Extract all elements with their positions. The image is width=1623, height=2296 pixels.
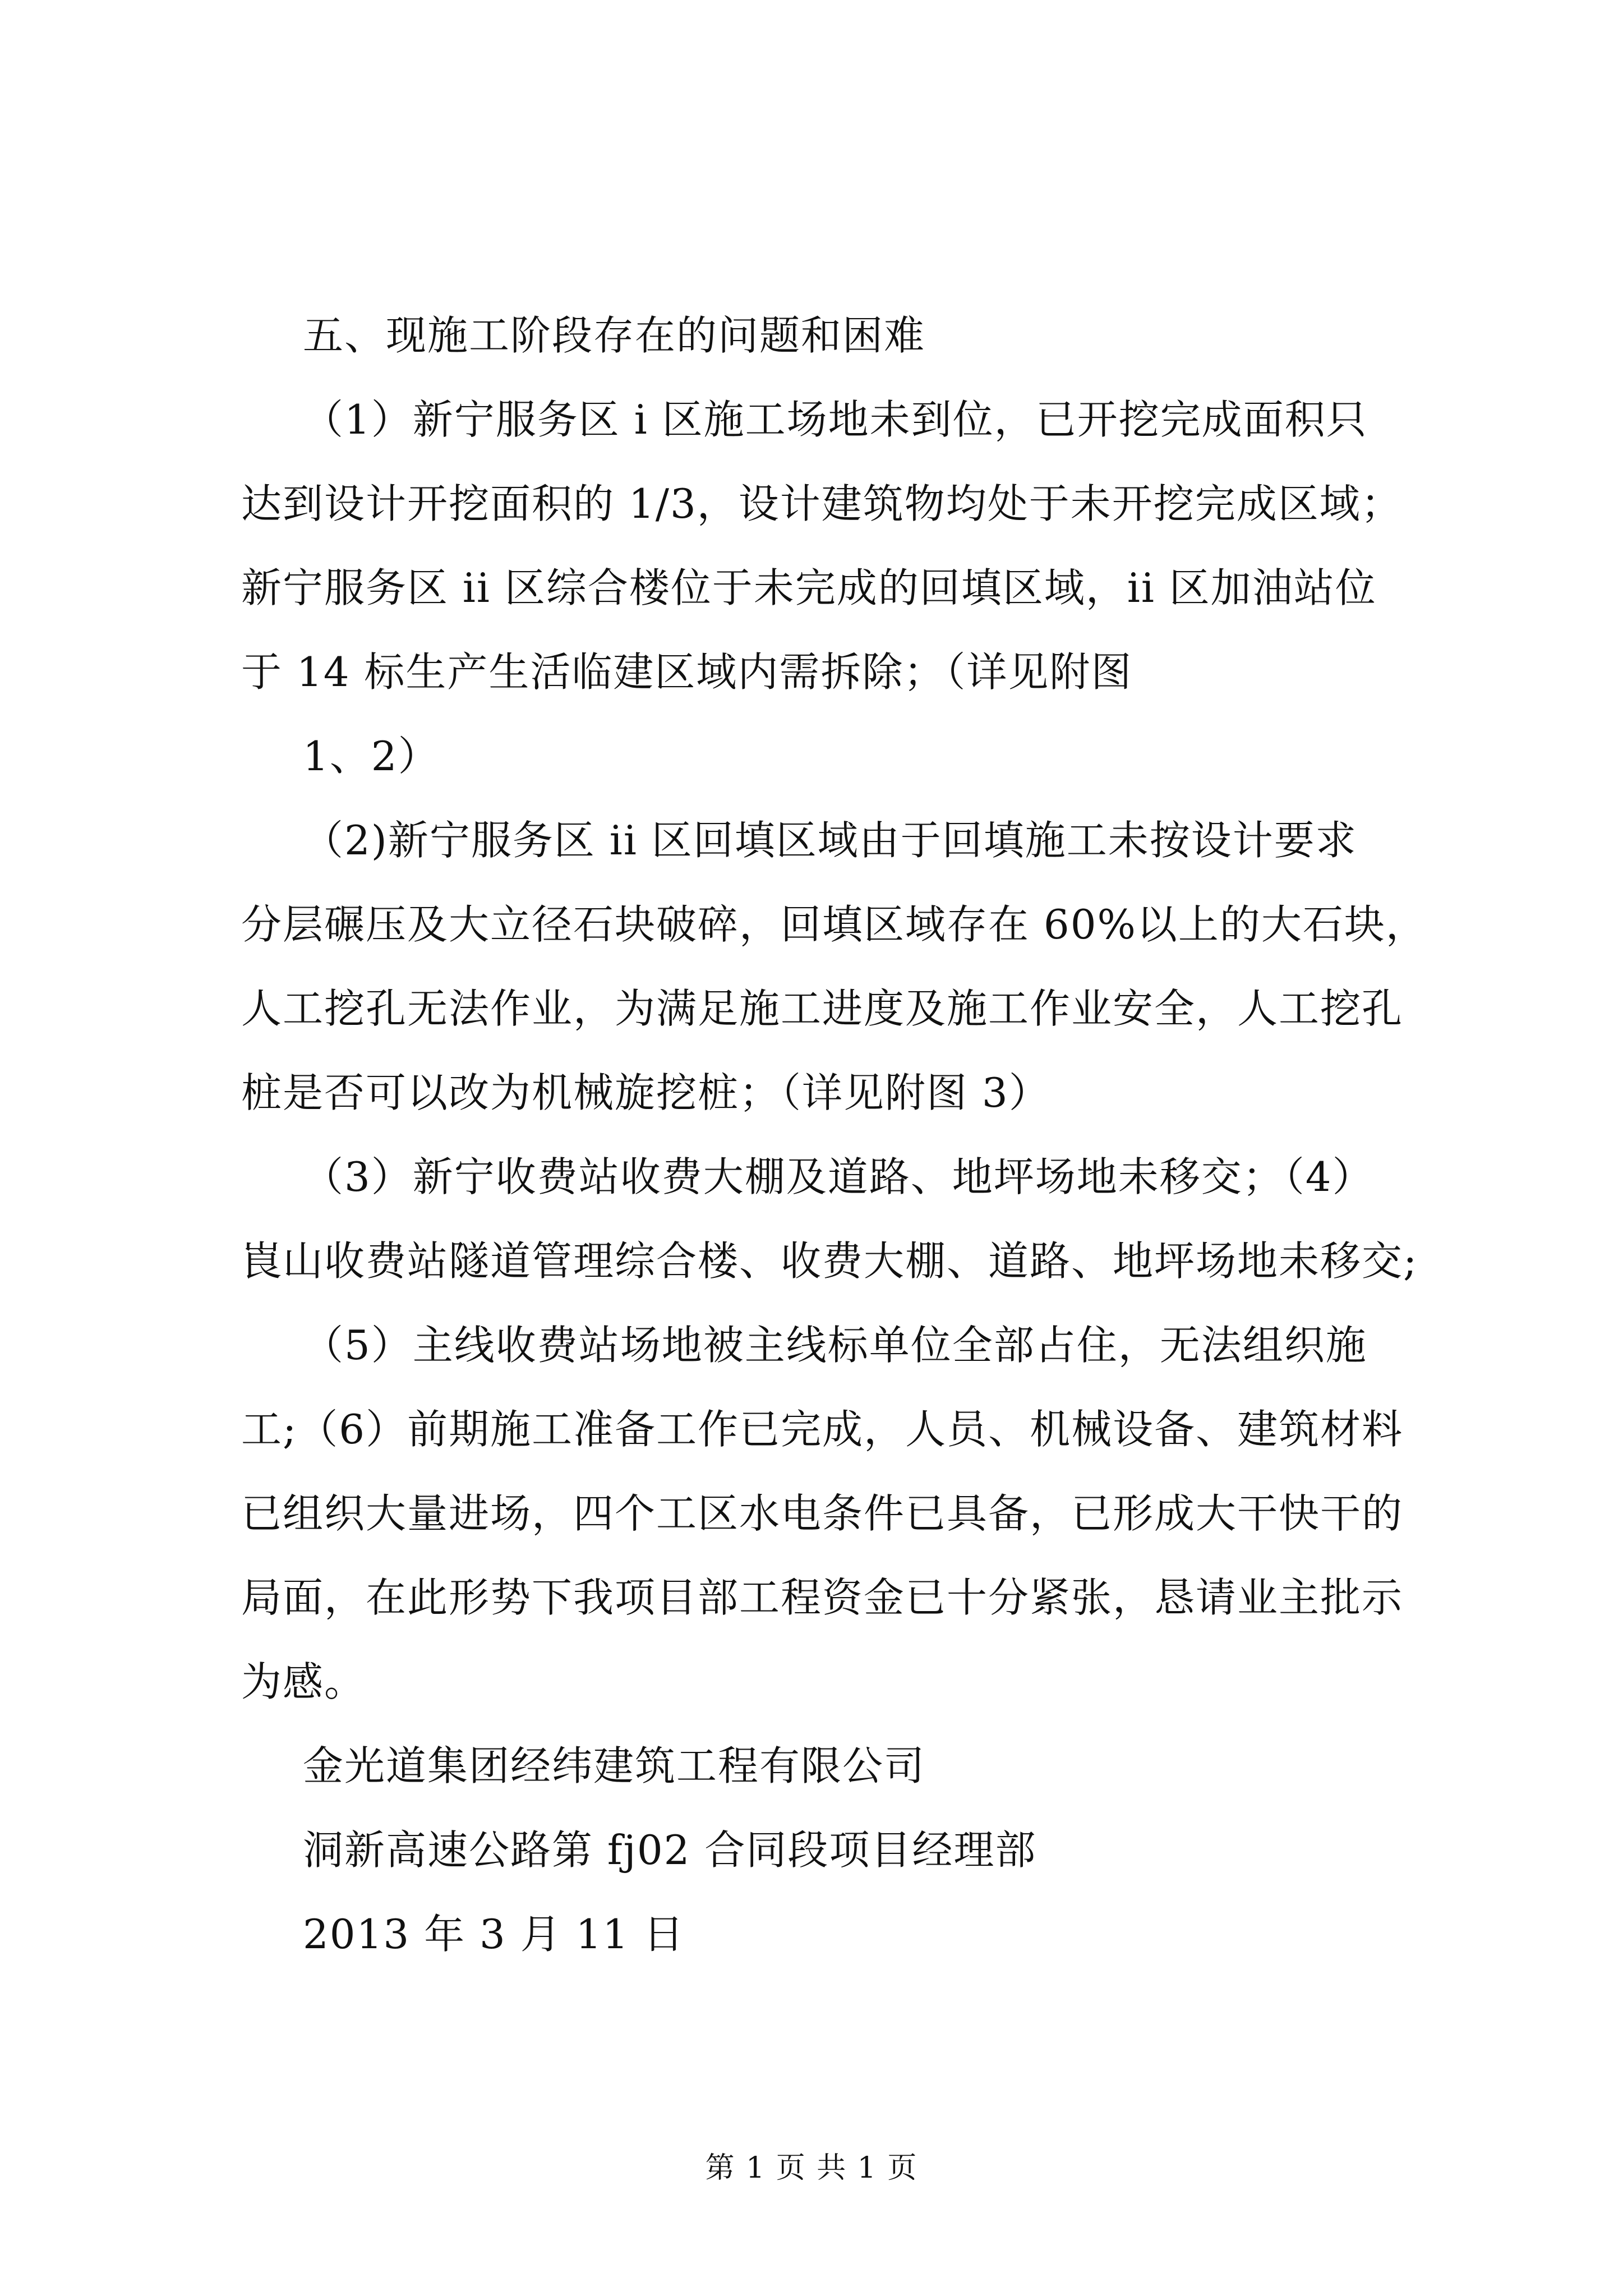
body-line-13: 工;（6）前期施工准备工作已完成，人员、机械设备、建筑材料 (241, 1406, 1404, 1453)
body-line-10: （3）新宁收费站收费大棚及道路、地坪场地未移交；（4） (303, 1153, 1374, 1200)
body-line-1: （1）新宁服务区 i 区施工场地未到位，已开挖完成面积只 (303, 396, 1368, 443)
body-line-12: （5）主线收费站场地被主线标单位全部占住，无法组织施 (303, 1322, 1367, 1369)
body-line-11: 崀山收费站隧道管理综合楼、收费大棚、道路、地坪场地未移交; (241, 1237, 1418, 1285)
body-line-14: 已组织大量进场，四个工区水电条件已具备，已形成大干快干的 (241, 1490, 1404, 1537)
body-line-16: 为感。 (241, 1658, 366, 1705)
signature-company: 金光道集团经纬建筑工程有限公司 (303, 1742, 926, 1789)
section-heading: 五、现施工阶段存在的问题和困难 (303, 312, 926, 359)
body-line-9: 桩是否可以改为机械旋挖桩；（详见附图 3） (241, 1069, 1050, 1116)
body-line-6: （2)新宁服务区 ii 区回填区域由于回填施工未按设计要求 (303, 817, 1357, 864)
page-footer: 第 1 页 共 1 页 (705, 2151, 918, 2185)
signature-date: 2013 年 3 月 11 日 (303, 1911, 685, 1958)
body-line-2: 达到设计开挖面积的 1/3，设计建筑物均处于未开挖完成区域； (241, 480, 1403, 527)
body-line-8: 人工挖孔无法作业，为满足施工进度及施工作业安全，人工挖孔 (241, 985, 1404, 1032)
body-line-5: 1、2） (303, 733, 440, 780)
body-line-7: 分层碾压及大立径石块破碎，回填区域存在 60%以上的大石块， (241, 901, 1427, 948)
body-line-15: 局面，在此形势下我项目部工程资金已十分紧张，恳请业主批示 (241, 1574, 1404, 1621)
body-line-3: 新宁服务区 ii 区综合楼位于未完成的回填区域，ii 区加油站位 (241, 564, 1377, 611)
signature-department: 洞新高速公路第 fj02 合同段项目经理部 (303, 1826, 1037, 1874)
body-line-4: 于 14 标生产生活临建区域内需拆除；（详见附图 (241, 648, 1133, 696)
